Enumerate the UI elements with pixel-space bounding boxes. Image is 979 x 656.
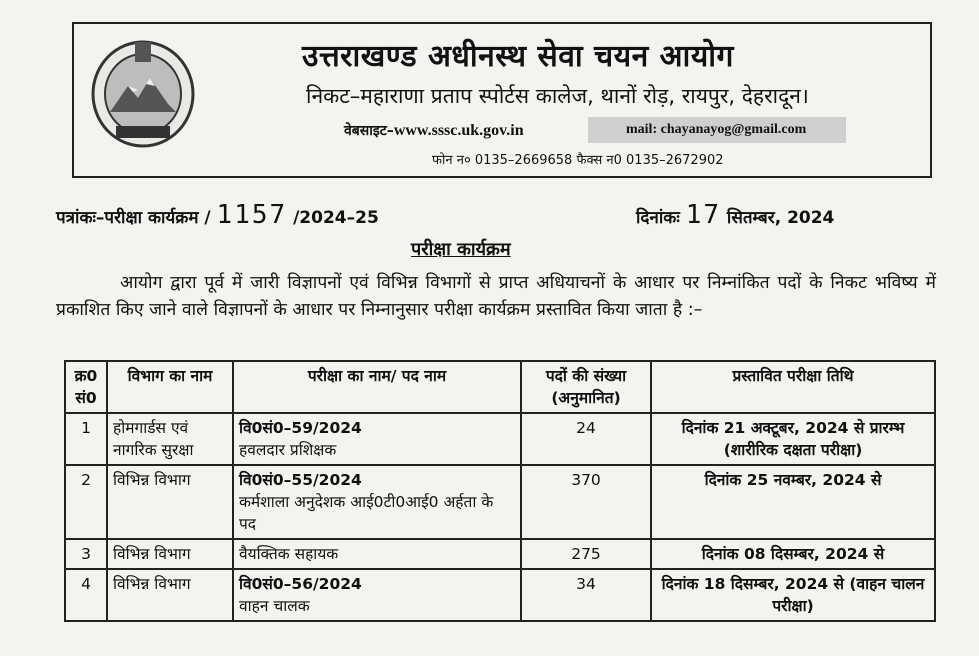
reference-number [56, 200, 379, 230]
post-name: वाहन चालक [239, 597, 310, 615]
cell-count: 34 [521, 569, 651, 621]
document-heading: परीक्षा कार्यक्रम [411, 239, 511, 260]
reference-handwritten-number: 1157 [216, 200, 288, 230]
table-row [65, 413, 935, 465]
letterhead [72, 22, 932, 178]
website-label: वेबसाइट– [344, 123, 394, 139]
post-name: हवलदार प्रशिक्षक [239, 441, 337, 459]
cell-exam [233, 569, 521, 621]
reference-year: /2024–25 [293, 208, 379, 228]
cell-dept: विभिन्न विभाग [107, 569, 233, 621]
cell-date: दिनांक 08 दिसम्बर, 2024 से [651, 539, 935, 569]
post-name: वैयक्तिक सहायक [239, 545, 339, 563]
cell-dept: विभिन्न विभाग [107, 465, 233, 539]
letter-date [636, 200, 834, 230]
table-row [65, 539, 935, 569]
website-link[interactable]: www.sssc.uk.gov.in [393, 122, 524, 139]
advertisement-number: वि0सं0–56/2024 [239, 575, 362, 593]
cell-exam [233, 413, 521, 465]
table-row [65, 569, 935, 621]
cell-date: दिनांक 25 नवम्बर, 2024 से [651, 465, 935, 539]
col-header-sn: क्र0 सं0 [65, 361, 107, 413]
col-header-exam: परीक्षा का नाम/ पद नाम [233, 361, 521, 413]
cell-date: दिनांक 21 अक्टूबर, 2024 से प्रारम्भ (शारीरिक दक्षता परीक्षा) [651, 413, 935, 465]
cell-sn: 3 [65, 539, 107, 569]
advertisement-number: वि0सं0–59/2024 [239, 419, 362, 437]
cell-date: दिनांक 18 दिसम्बर, 2024 से (वाहन चालन परीक्षा) [651, 569, 935, 621]
post-name: कर्मशाला अनुदेशक आई0टी0आई0 अर्हता के पद [239, 493, 494, 533]
mail-address[interactable]: mail: chayanayog@gmail.com [626, 122, 807, 137]
cell-sn: 1 [65, 413, 107, 465]
phone-fax: फोन न० 0135–2669658 फैक्स न0 0135–2672902 [432, 153, 724, 168]
col-header-count: पदों की संख्या (अनुमानित) [521, 361, 651, 413]
cell-exam [233, 539, 521, 569]
reference-label: पत्रांकः–परीक्षा कार्यक्रम / [56, 208, 211, 228]
table-row [65, 465, 935, 539]
cell-sn: 2 [65, 465, 107, 539]
intro-paragraph: आयोग द्वारा पूर्व में जारी विज्ञापनों एवं विभिन्न विभागों से प्राप्त अधियाचनों के आधार पर निम्नांकित पदों के निकट भविष्य में प्रकाशित किए जाने वाले विज्ञापनों के आधार पर निम्नानुसार परीक्षा कार्यक्रम प्रस्तावित किया जाता है :– [56, 273, 936, 320]
table-header-row [65, 361, 935, 413]
commission-emblem-icon [88, 34, 198, 152]
cell-dept: विभिन्न विभाग [107, 539, 233, 569]
col-header-dept: विभाग का नाम [107, 361, 233, 413]
cell-dept: होमगार्डस एवं नागरिक सुरक्षा [107, 413, 233, 465]
col-header-date: प्रस्तावित परीक्षा तिथि [651, 361, 935, 413]
website-row [344, 121, 524, 140]
date-rest: सितम्बर, 2024 [726, 208, 835, 228]
cell-count: 370 [521, 465, 651, 539]
advertisement-number: वि0सं0–55/2024 [239, 471, 362, 489]
cell-count: 24 [521, 413, 651, 465]
org-address: निकट–महाराणा प्रताप स्पोर्टस कालेज, थानों रोड़, रायपुर, देहरादून। [306, 84, 809, 108]
cell-exam [233, 465, 521, 539]
cell-count: 275 [521, 539, 651, 569]
exam-schedule-table [64, 360, 936, 622]
org-title: उत्तराखण्ड अधीनस्थ सेवा चयन आयोग [302, 39, 734, 74]
date-label: दिनांकः [636, 208, 680, 228]
cell-sn: 4 [65, 569, 107, 621]
date-handwritten-day: 17 [685, 200, 721, 230]
